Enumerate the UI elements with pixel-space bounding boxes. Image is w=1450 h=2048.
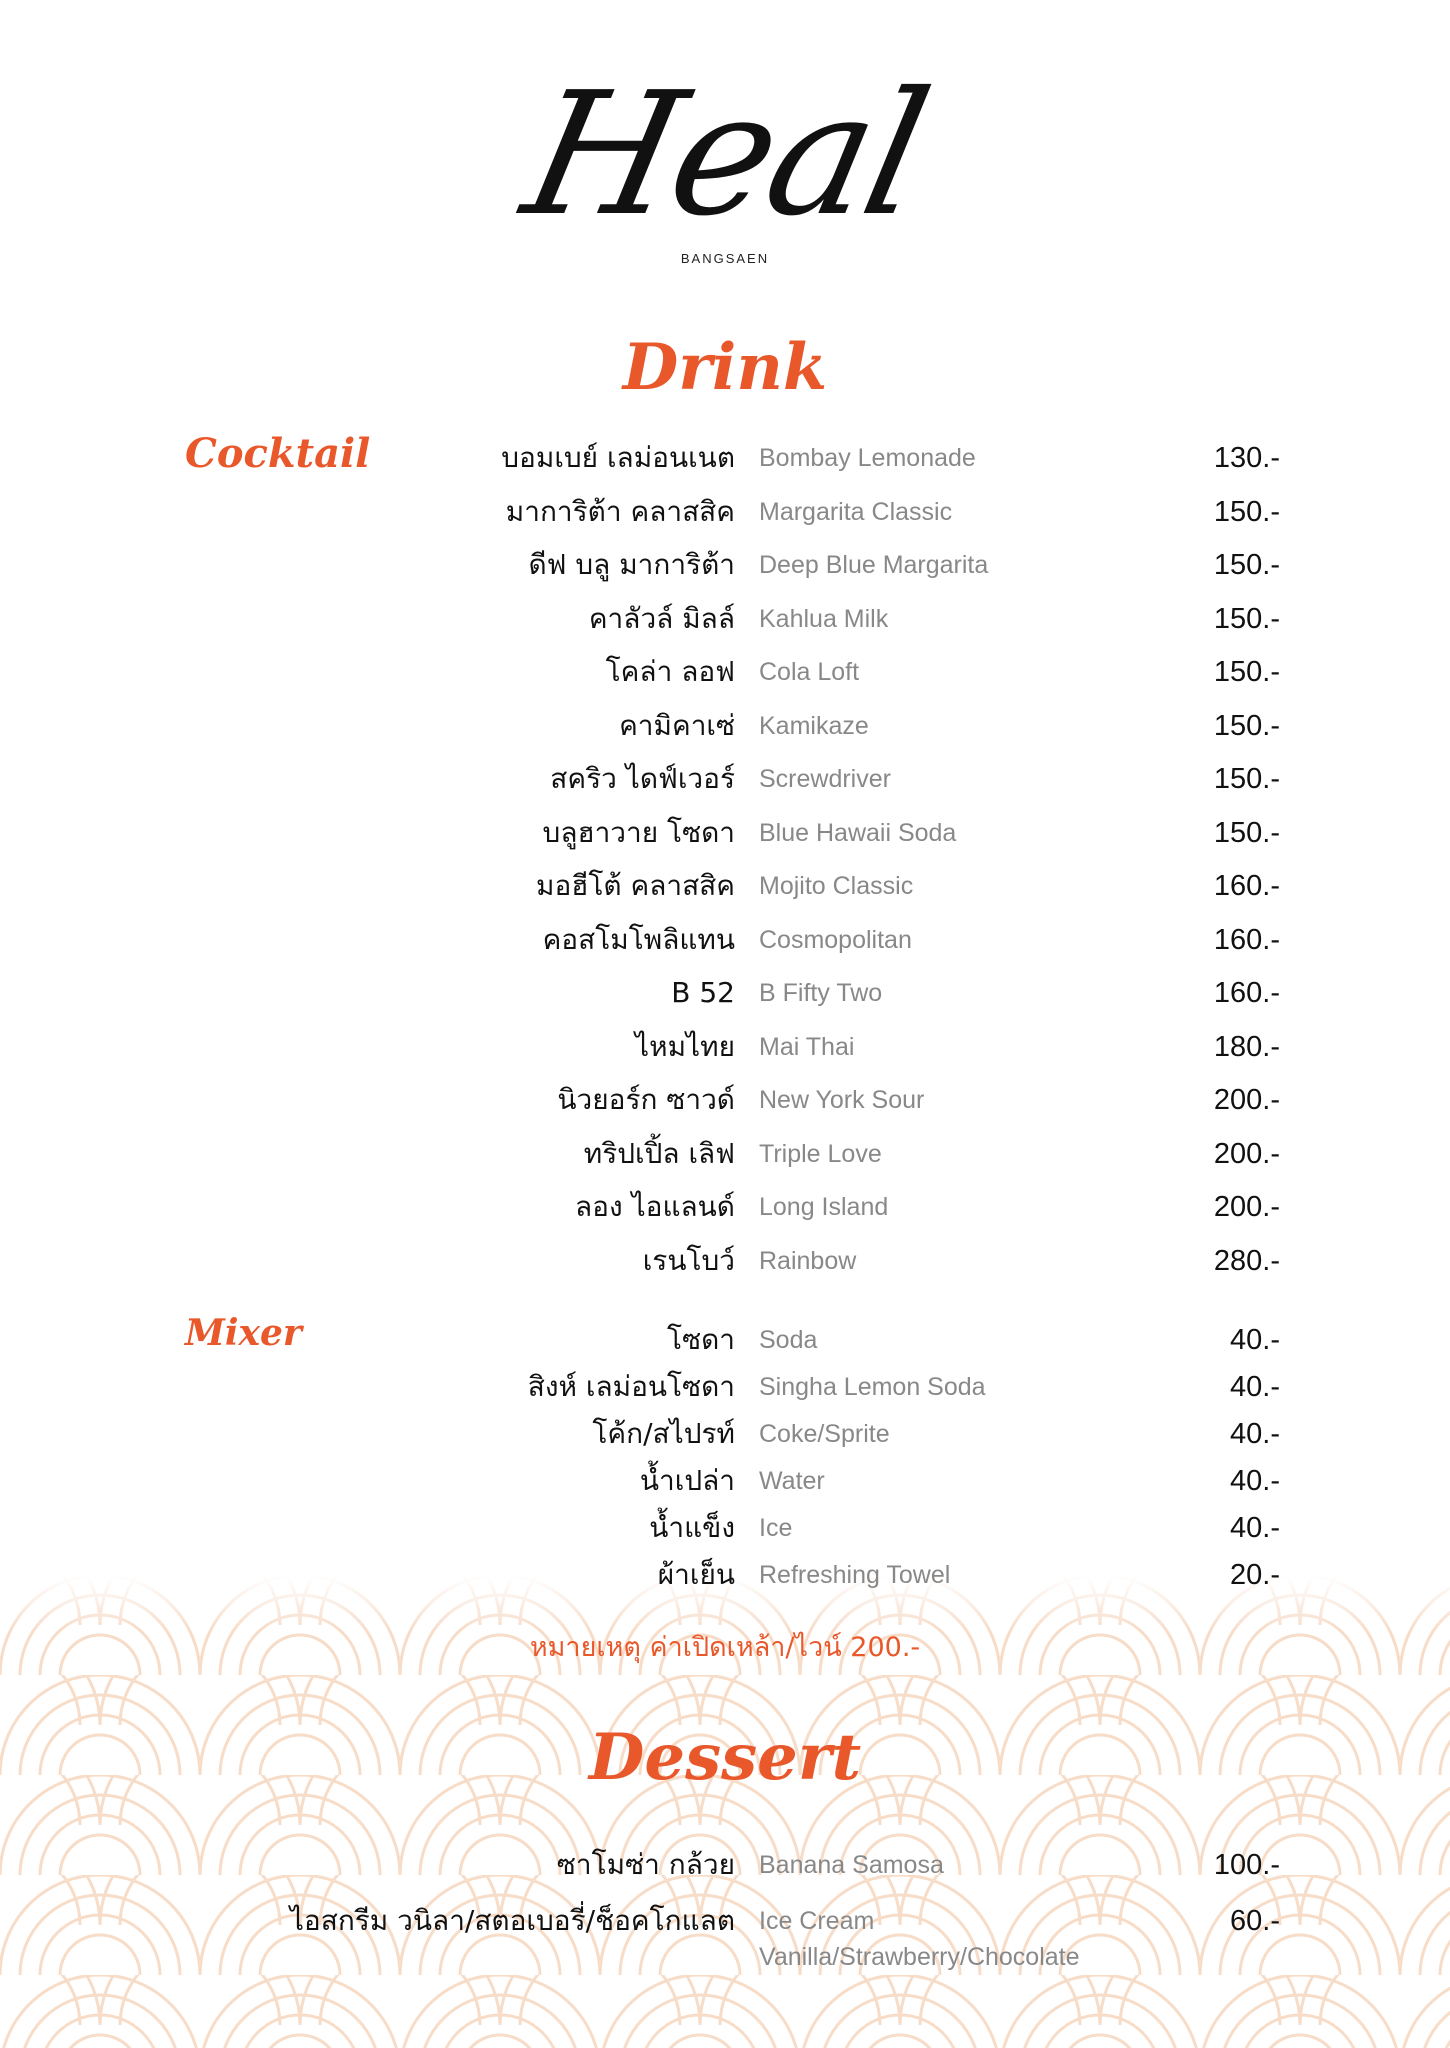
item-price: 40.- — [1230, 1371, 1280, 1403]
item-english-name: Margarita Classic — [759, 497, 953, 526]
item-price: 180.- — [1213, 1030, 1280, 1063]
menu-item — [0, 1080, 1450, 1120]
item-price: 150.- — [1213, 709, 1280, 742]
item-price: 150.- — [1213, 549, 1280, 581]
menu-item — [0, 866, 1450, 906]
item-price: 150.- — [1213, 602, 1280, 635]
item-price: 60.- — [1230, 1905, 1280, 1937]
item-price: 100.- — [1213, 1849, 1280, 1881]
menu-item — [0, 1508, 1450, 1548]
item-thai-name: B 52 — [671, 976, 735, 1009]
item-thai-name: คอสโมโพลิแทน — [542, 922, 735, 956]
menu-item — [0, 599, 1450, 639]
item-thai-name: สิงห์ เลม่อนโซดา — [527, 1370, 735, 1403]
item-english-name: New York Sour — [759, 1086, 925, 1114]
item-english-name: Deep Blue Margarita — [759, 551, 989, 579]
item-price: 150.- — [1213, 495, 1280, 528]
item-price: 40.- — [1230, 1418, 1280, 1450]
menu-item — [0, 1241, 1450, 1281]
item-thai-name: ไอสกรีม วนิลา/สตอเบอรี่/ช็อคโกแลต — [289, 1904, 735, 1937]
item-thai-name: ทริปเปิ้ล เลิฟ — [583, 1136, 735, 1170]
item-thai-name: ดีฟ บลู มาการิต้า — [528, 548, 735, 581]
item-price: 130.- — [1213, 442, 1280, 474]
menu-item — [0, 438, 1450, 478]
item-thai-name: ลอง ไอแลนด์ — [575, 1190, 735, 1223]
dessert-heading: Dessert — [588, 1720, 862, 1795]
item-english-name: Coke/Sprite — [759, 1420, 890, 1448]
item-english-name: Mai Thai — [759, 1032, 855, 1061]
item-thai-name: น้ำแข็ง — [649, 1511, 735, 1544]
item-english-name: Rainbow — [759, 1246, 857, 1275]
menu-item — [0, 1901, 1450, 1971]
menu-item — [0, 813, 1450, 853]
item-english-name: Blue Hawaii Soda — [759, 818, 957, 847]
item-english-name: Screwdriver — [759, 765, 891, 793]
menu-item — [0, 1134, 1450, 1174]
item-english-name: Refreshing Towel — [759, 1561, 951, 1589]
item-thai-name: สคริว ไดฟ์เวอร์ — [550, 762, 735, 795]
item-thai-name: น้ำเปล่า — [639, 1464, 735, 1497]
menu-item — [0, 1555, 1450, 1595]
menu-item — [0, 1414, 1450, 1454]
item-price: 40.- — [1230, 1465, 1280, 1497]
item-price: 160.- — [1213, 870, 1280, 902]
item-english-name: Ice Cream — [759, 1907, 875, 1935]
item-price: 40.- — [1230, 1324, 1280, 1356]
menu-item — [0, 706, 1450, 746]
item-price: 150.- — [1213, 816, 1280, 849]
item-english-name: Banana Samosa — [759, 1851, 944, 1879]
item-thai-name: บอมเบย์ เลม่อนเนต — [501, 441, 735, 474]
item-price: 280.- — [1213, 1244, 1280, 1277]
menu-item — [0, 1027, 1450, 1067]
item-price: 160.- — [1213, 977, 1280, 1009]
item-thai-name: คามิคาเซ่ — [619, 708, 735, 742]
cocktail-category-label: Cocktail — [185, 430, 371, 477]
item-english-name: Cola Loft — [759, 658, 860, 686]
item-english-name: Long Island — [759, 1193, 889, 1221]
menu-item — [0, 973, 1450, 1013]
corkage-note: หมายเหตุ ค่าเปิดเหล้า/ไวน์ 200.- — [529, 1632, 921, 1663]
item-english-name: Bombay Lemonade — [759, 444, 976, 472]
menu-item — [0, 1367, 1450, 1407]
item-thai-name: ไหมไทย — [635, 1029, 735, 1063]
item-english-name: Kamikaze — [759, 711, 869, 740]
heal-logo: Heal — [509, 56, 941, 254]
menu-item — [0, 1187, 1450, 1227]
item-english-name: Kahlua Milk — [759, 604, 889, 633]
item-thai-name: โค้ก/สไปรท์ — [592, 1417, 735, 1450]
item-english-name: Cosmopolitan — [759, 925, 912, 954]
item-price: 160.- — [1213, 923, 1280, 956]
item-thai-name: มาการิต้า คลาสสิค — [505, 494, 735, 528]
item-price: 200.- — [1213, 1137, 1280, 1170]
item-thai-name: นิวยอร์ก ซาวด์ — [557, 1083, 735, 1116]
mixer-category-label: Mixer — [185, 1312, 302, 1354]
item-price: 200.- — [1213, 1084, 1280, 1116]
item-price: 200.- — [1213, 1191, 1280, 1223]
item-thai-name: มอฮีโต้ คลาสสิค — [535, 869, 735, 902]
drink-heading: Drink — [622, 330, 828, 405]
menu-item — [0, 920, 1450, 960]
item-english-subtitle: Vanilla/Strawberry/Chocolate — [759, 1943, 1080, 1971]
item-english-name: Water — [759, 1467, 825, 1495]
menu-item — [0, 545, 1450, 585]
item-thai-name: เรนโบว์ — [642, 1243, 735, 1277]
logo-location: BANGSAEN — [680, 251, 770, 266]
item-english-name: Triple Love — [759, 1139, 882, 1168]
item-price: 20.- — [1230, 1559, 1280, 1591]
item-price: 150.- — [1213, 656, 1280, 688]
menu-item — [0, 759, 1450, 799]
menu-item — [0, 652, 1450, 692]
item-english-name: B Fifty Two — [759, 979, 883, 1007]
menu-item — [0, 492, 1450, 532]
item-english-name: Singha Lemon Soda — [759, 1373, 986, 1401]
item-english-name: Soda — [759, 1326, 818, 1354]
item-thai-name: บลูฮาวาย โซดา — [542, 815, 735, 849]
item-price: 150.- — [1213, 763, 1280, 795]
item-thai-name: ซาโมซ่า กล้วย — [556, 1848, 735, 1881]
item-english-name: Mojito Classic — [759, 872, 914, 900]
item-thai-name: ผ้าเย็น — [657, 1558, 735, 1591]
item-english-name: Ice — [759, 1514, 793, 1542]
menu-item — [0, 1320, 1450, 1360]
item-price: 40.- — [1230, 1512, 1280, 1544]
menu-item — [0, 1845, 1450, 1885]
item-thai-name: โคล่า ลอฟ — [605, 655, 735, 688]
menu-item — [0, 1461, 1450, 1501]
item-thai-name: คาลัวล์ มิลล์ — [588, 601, 735, 635]
item-thai-name: โซดา — [667, 1323, 735, 1356]
